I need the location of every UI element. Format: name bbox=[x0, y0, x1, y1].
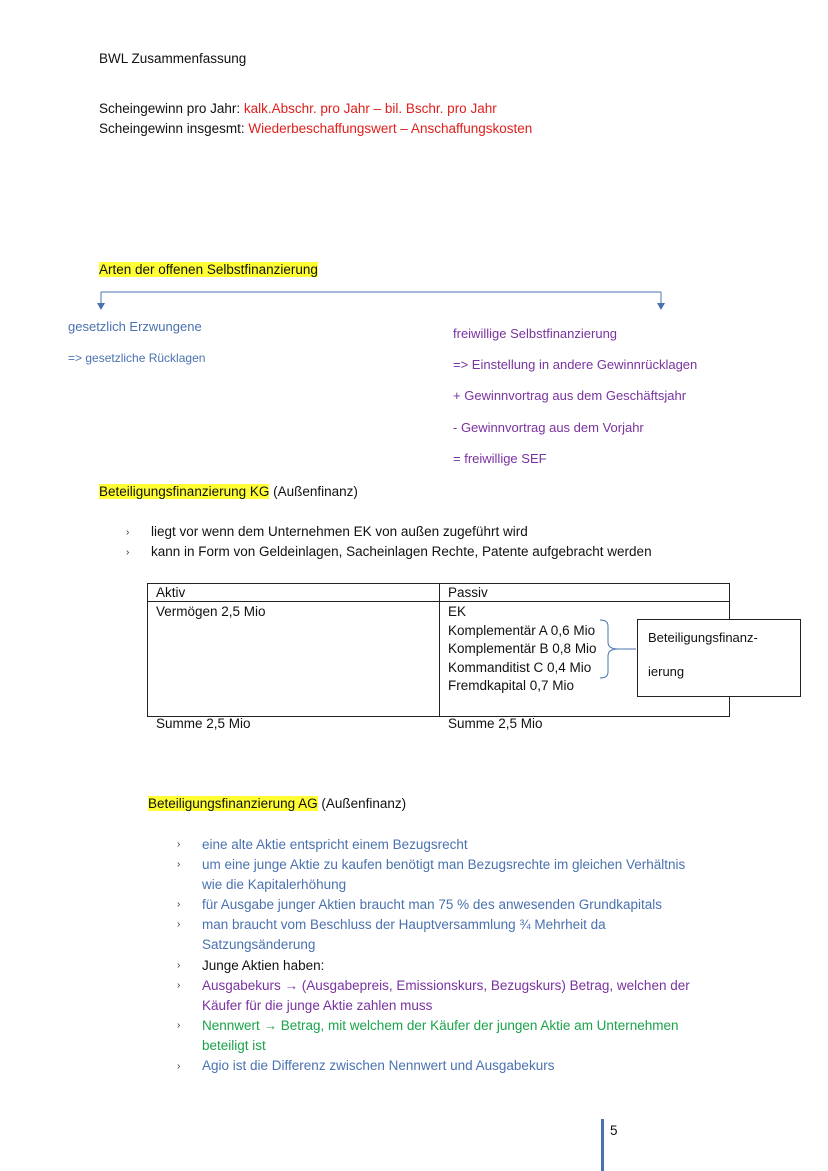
aktiv-header: Aktiv bbox=[148, 584, 440, 602]
scheingewinn-jahr-line bbox=[99, 101, 497, 116]
ag-bullet-8: Agio ist die Differenz zwischen Nennwert und Ausgabekurs bbox=[202, 1058, 555, 1073]
ag-bullet-7-line-2: beteiligt ist bbox=[202, 1038, 266, 1053]
bullet-icon: › bbox=[177, 919, 181, 930]
kg-bullet-2: kann in Form von Geldeinlagen, Sacheinlagen Rechte, Patente aufgebracht werden bbox=[151, 544, 652, 559]
ag-bullet-1: eine alte Aktie entspricht einem Bezugsrecht bbox=[202, 837, 468, 852]
aktiv-cell bbox=[148, 602, 440, 731]
scheingewinn-gesamt-line bbox=[99, 121, 532, 136]
ag-bullet-6-line-2: Käufer für die junge Aktie zahlen muss bbox=[202, 998, 433, 1013]
bullet-icon: › bbox=[177, 960, 181, 971]
ag-bullet-6-line-1: Ausgabekurs → (Ausgabepreis, Emissionskurs, Bezugskurs) Betrag, welchen der bbox=[202, 978, 690, 993]
scheingewinn-gesamt-formula: Wiederbeschaffungswert – Anschaffungskosten bbox=[248, 121, 533, 136]
passiv-item: Kommanditist C 0,4 Mio bbox=[448, 659, 592, 675]
bullet-icon: › bbox=[177, 1061, 181, 1072]
scheingewinn-jahr-formula: kalk.Abschr. pro Jahr – bil. Bschr. pro Jahr bbox=[243, 101, 497, 116]
arten-right-line-4: - Gewinnvortrag aus dem Vorjahr bbox=[453, 420, 644, 435]
arten-right-line-2: => Einstellung in andere Gewinnrücklagen bbox=[453, 357, 698, 372]
kg-heading: Beteiligungsfinanzierung KG (Außenfinanz) bbox=[99, 484, 358, 499]
passiv-item: Fremdkapital 0,7 Mio bbox=[448, 678, 575, 693]
bullet-icon: › bbox=[177, 1020, 181, 1031]
ag-bullet-7-line-1: Nennwert → Betrag, mit welchem der Käufer der jungen Aktie am Unternehmen bbox=[202, 1018, 679, 1033]
bullet-icon: › bbox=[177, 899, 181, 910]
page-number: 5 bbox=[610, 1123, 618, 1138]
arrow-down-right-icon bbox=[657, 303, 665, 310]
aktiv-item: Vermögen 2,5 Mio bbox=[156, 604, 266, 619]
passiv-sum: Summe 2,5 Mio bbox=[448, 715, 543, 731]
passiv-item: Komplementär B 0,8 Mio bbox=[448, 641, 597, 656]
bullet-icon: › bbox=[177, 859, 181, 870]
bullet-icon: › bbox=[126, 527, 130, 538]
scheingewinn-gesamt-label: Scheingewinn insgesmt: bbox=[99, 121, 249, 136]
ag-bullet-2-line-2: wie die Kapitalerhöhung bbox=[202, 877, 347, 892]
ag-bullet-3: für Ausgabe junger Aktien braucht man 75 % des anwesenden Grundkapitals bbox=[202, 897, 663, 912]
ag-bullet-2-line-1: um eine junge Aktie zu kaufen benötigt man Bezugsrechte im gleichen Verhältnis bbox=[202, 857, 686, 872]
ag-bullet-5: Junge Aktien haben: bbox=[202, 958, 325, 973]
scheingewinn-jahr-label: Scheingewinn pro Jahr: bbox=[99, 101, 244, 116]
box-line-1: Beteiligungsfinanz- bbox=[648, 630, 758, 645]
document-title: BWL Zusammenfassung bbox=[99, 51, 247, 66]
connector-lines bbox=[101, 292, 661, 304]
passiv-item: EK bbox=[448, 604, 467, 619]
ag-bullet-4-line-1: man braucht vom Beschluss der Hauptversammlung ¾ Mehrheit da bbox=[202, 917, 606, 932]
arten-right-line-1: freiwillige Selbstfinanzierung bbox=[453, 326, 618, 341]
ag-bullet-4-line-2: Satzungsänderung bbox=[202, 937, 316, 952]
arten-connector-diagram bbox=[90, 284, 670, 312]
page-number-bar bbox=[601, 1119, 604, 1171]
box-line-2: ierung bbox=[648, 664, 685, 679]
arrow-down-left-icon bbox=[97, 303, 105, 310]
passiv-item: Komplementär A 0,6 Mio bbox=[448, 622, 596, 638]
bullet-icon: › bbox=[177, 839, 181, 850]
table-header-row bbox=[148, 584, 730, 602]
arten-right-line-5: = freiwillige SEF bbox=[453, 451, 547, 466]
curly-brace-icon bbox=[598, 618, 638, 680]
aktiv-sum: Summe 2,5 Mio bbox=[156, 715, 251, 731]
bullet-icon: › bbox=[177, 980, 181, 991]
arten-left-sub: => gesetzliche Rücklagen bbox=[68, 351, 206, 365]
ag-heading: Beteiligungsfinanzierung AG (Außenfinanz) bbox=[148, 796, 407, 811]
arten-right-line-3: + Gewinnvortrag aus dem Geschäftsjahr bbox=[453, 388, 687, 403]
bullet-icon: › bbox=[126, 547, 130, 558]
arten-heading: Arten der offenen Selbstfinanzierung bbox=[99, 262, 318, 277]
kg-bullet-1: liegt vor wenn dem Unternehmen EK von außen zugeführt wird bbox=[151, 524, 528, 539]
beteiligungsfinanzierung-box bbox=[637, 619, 801, 697]
arten-left-title: gesetzlich Erzwungene bbox=[68, 319, 202, 334]
passiv-header: Passiv bbox=[440, 584, 730, 602]
